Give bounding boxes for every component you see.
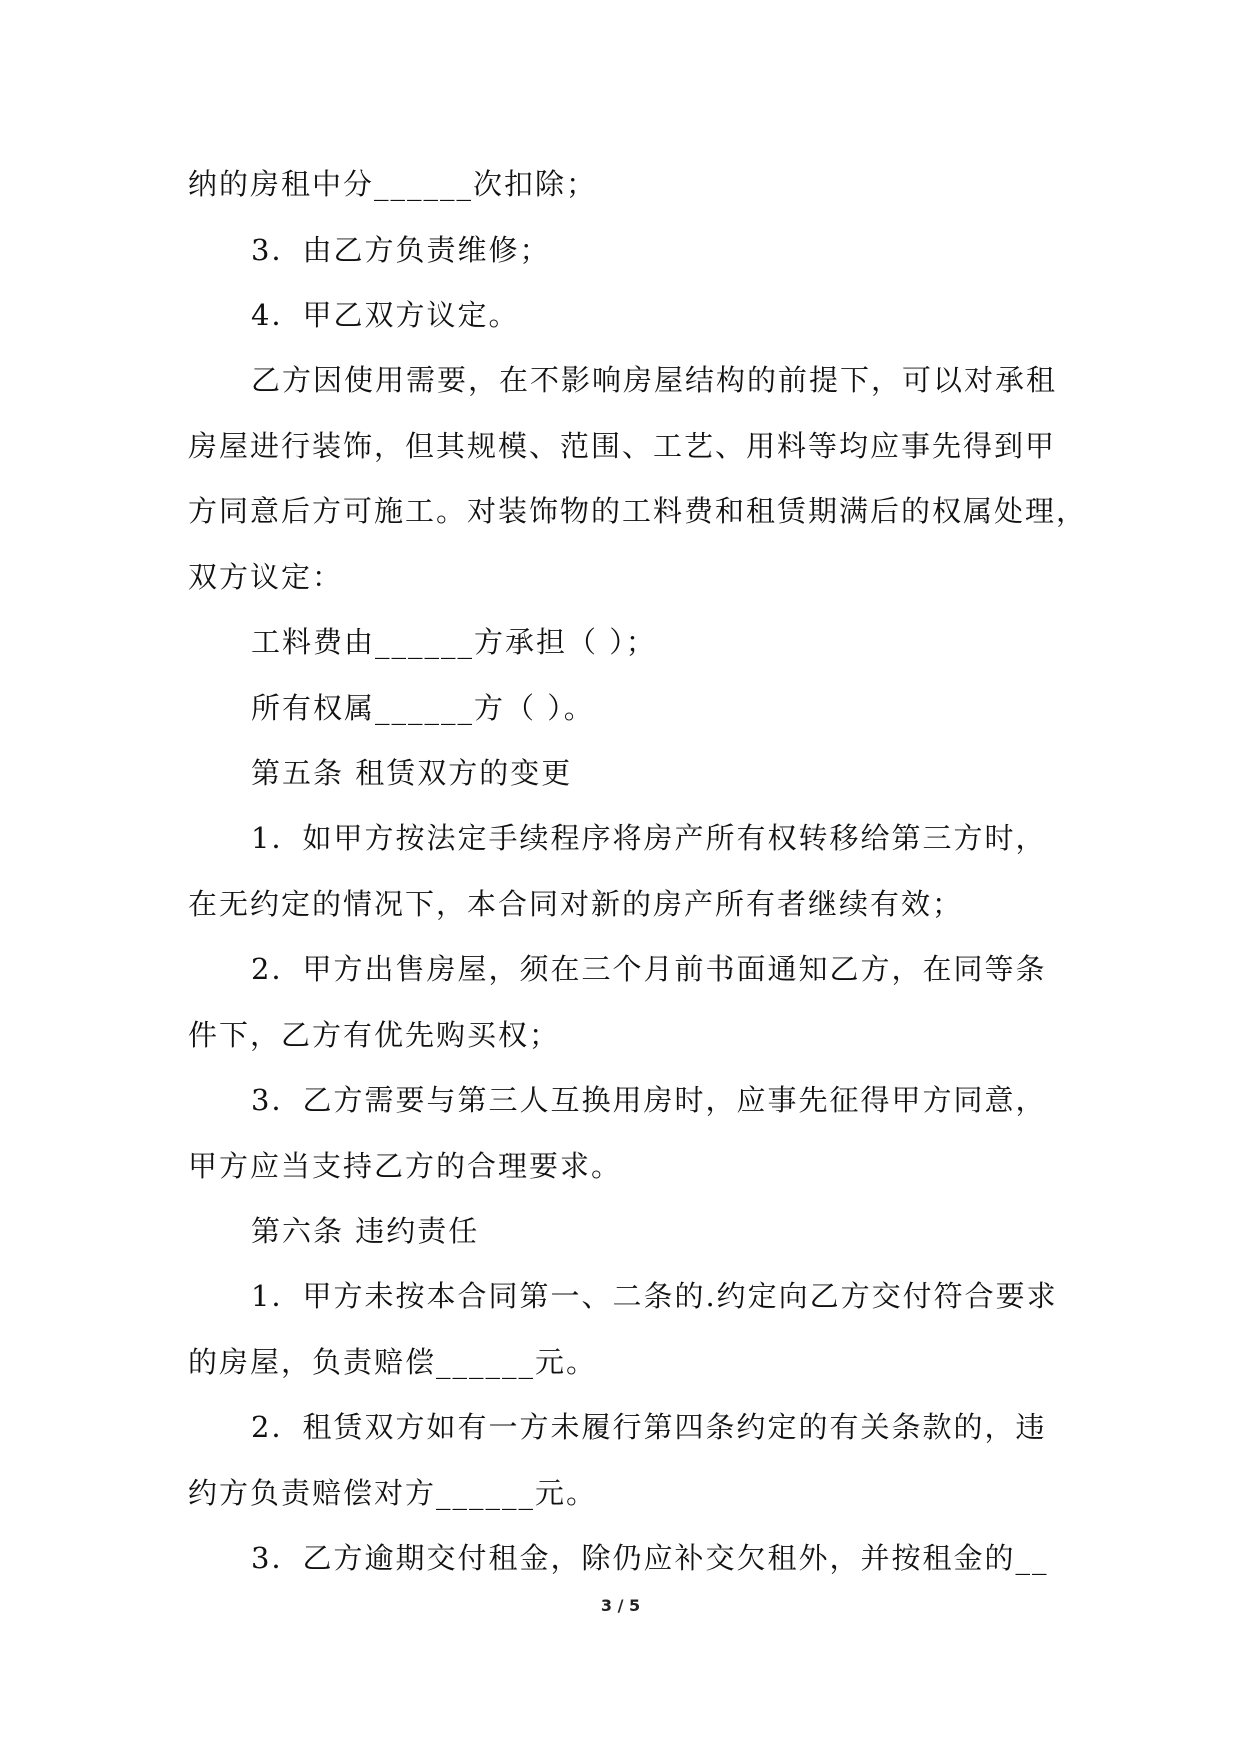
text-line: 3．乙方需要与第三人互换用房时，应事先征得甲方同意， xyxy=(251,1083,1047,1117)
text-line: 3．乙方逾期交付租金，除仍应补交欠租外，并按租金的__ xyxy=(251,1541,1049,1575)
text-line: 3．由乙方负责维修； xyxy=(251,233,551,267)
section-heading: 第六条 违约责任 xyxy=(251,1214,480,1248)
text-line: 约方负责赔偿对方______元。 xyxy=(188,1476,598,1510)
text-line: 1．如甲方按法定手续程序将房产所有权转移给第三方时， xyxy=(251,821,1047,855)
text-line: 工料费由______方承担（ ）； xyxy=(251,625,657,659)
section-heading: 第五条 租赁双方的变更 xyxy=(251,756,573,790)
text-line: 双方议定： xyxy=(188,560,344,594)
text-line: 所有权属______方（ ）。 xyxy=(251,691,595,725)
text-line: 件下，乙方有优先购买权； xyxy=(188,1018,561,1052)
text-line: 甲方应当支持乙方的合理要求。 xyxy=(188,1149,623,1183)
text-line: 纳的房租中分______次扣除； xyxy=(188,167,598,201)
text-line: 的房屋，负责赔偿______元。 xyxy=(188,1345,598,1379)
text-line: 房屋进行装饰，但其规模、范围、工艺、用料等均应事先得到甲 xyxy=(188,429,1057,463)
page-number: 3 / 5 xyxy=(600,1596,641,1615)
text-line: 方同意后方可施工。对装饰物的工料费和租赁期满后的权属处理， xyxy=(188,494,1088,528)
text-line: 2．租赁双方如有一方未履行第四条约定的有关条款的，违 xyxy=(251,1410,1047,1444)
text-line: 2．甲方出售房屋，须在三个月前书面通知乙方，在同等条 xyxy=(251,952,1047,986)
text-line: 1．甲方未按本合同第一、二条的.约定向乙方交付符合要求 xyxy=(251,1279,1058,1313)
text-line: 乙方因使用需要，在不影响房屋结构的前提下，可以对承租 xyxy=(251,363,1058,397)
text-line: 在无约定的情况下，本合同对新的房产所有者继续有效； xyxy=(188,887,964,921)
text-line: 4．甲乙双方议定。 xyxy=(251,298,520,332)
